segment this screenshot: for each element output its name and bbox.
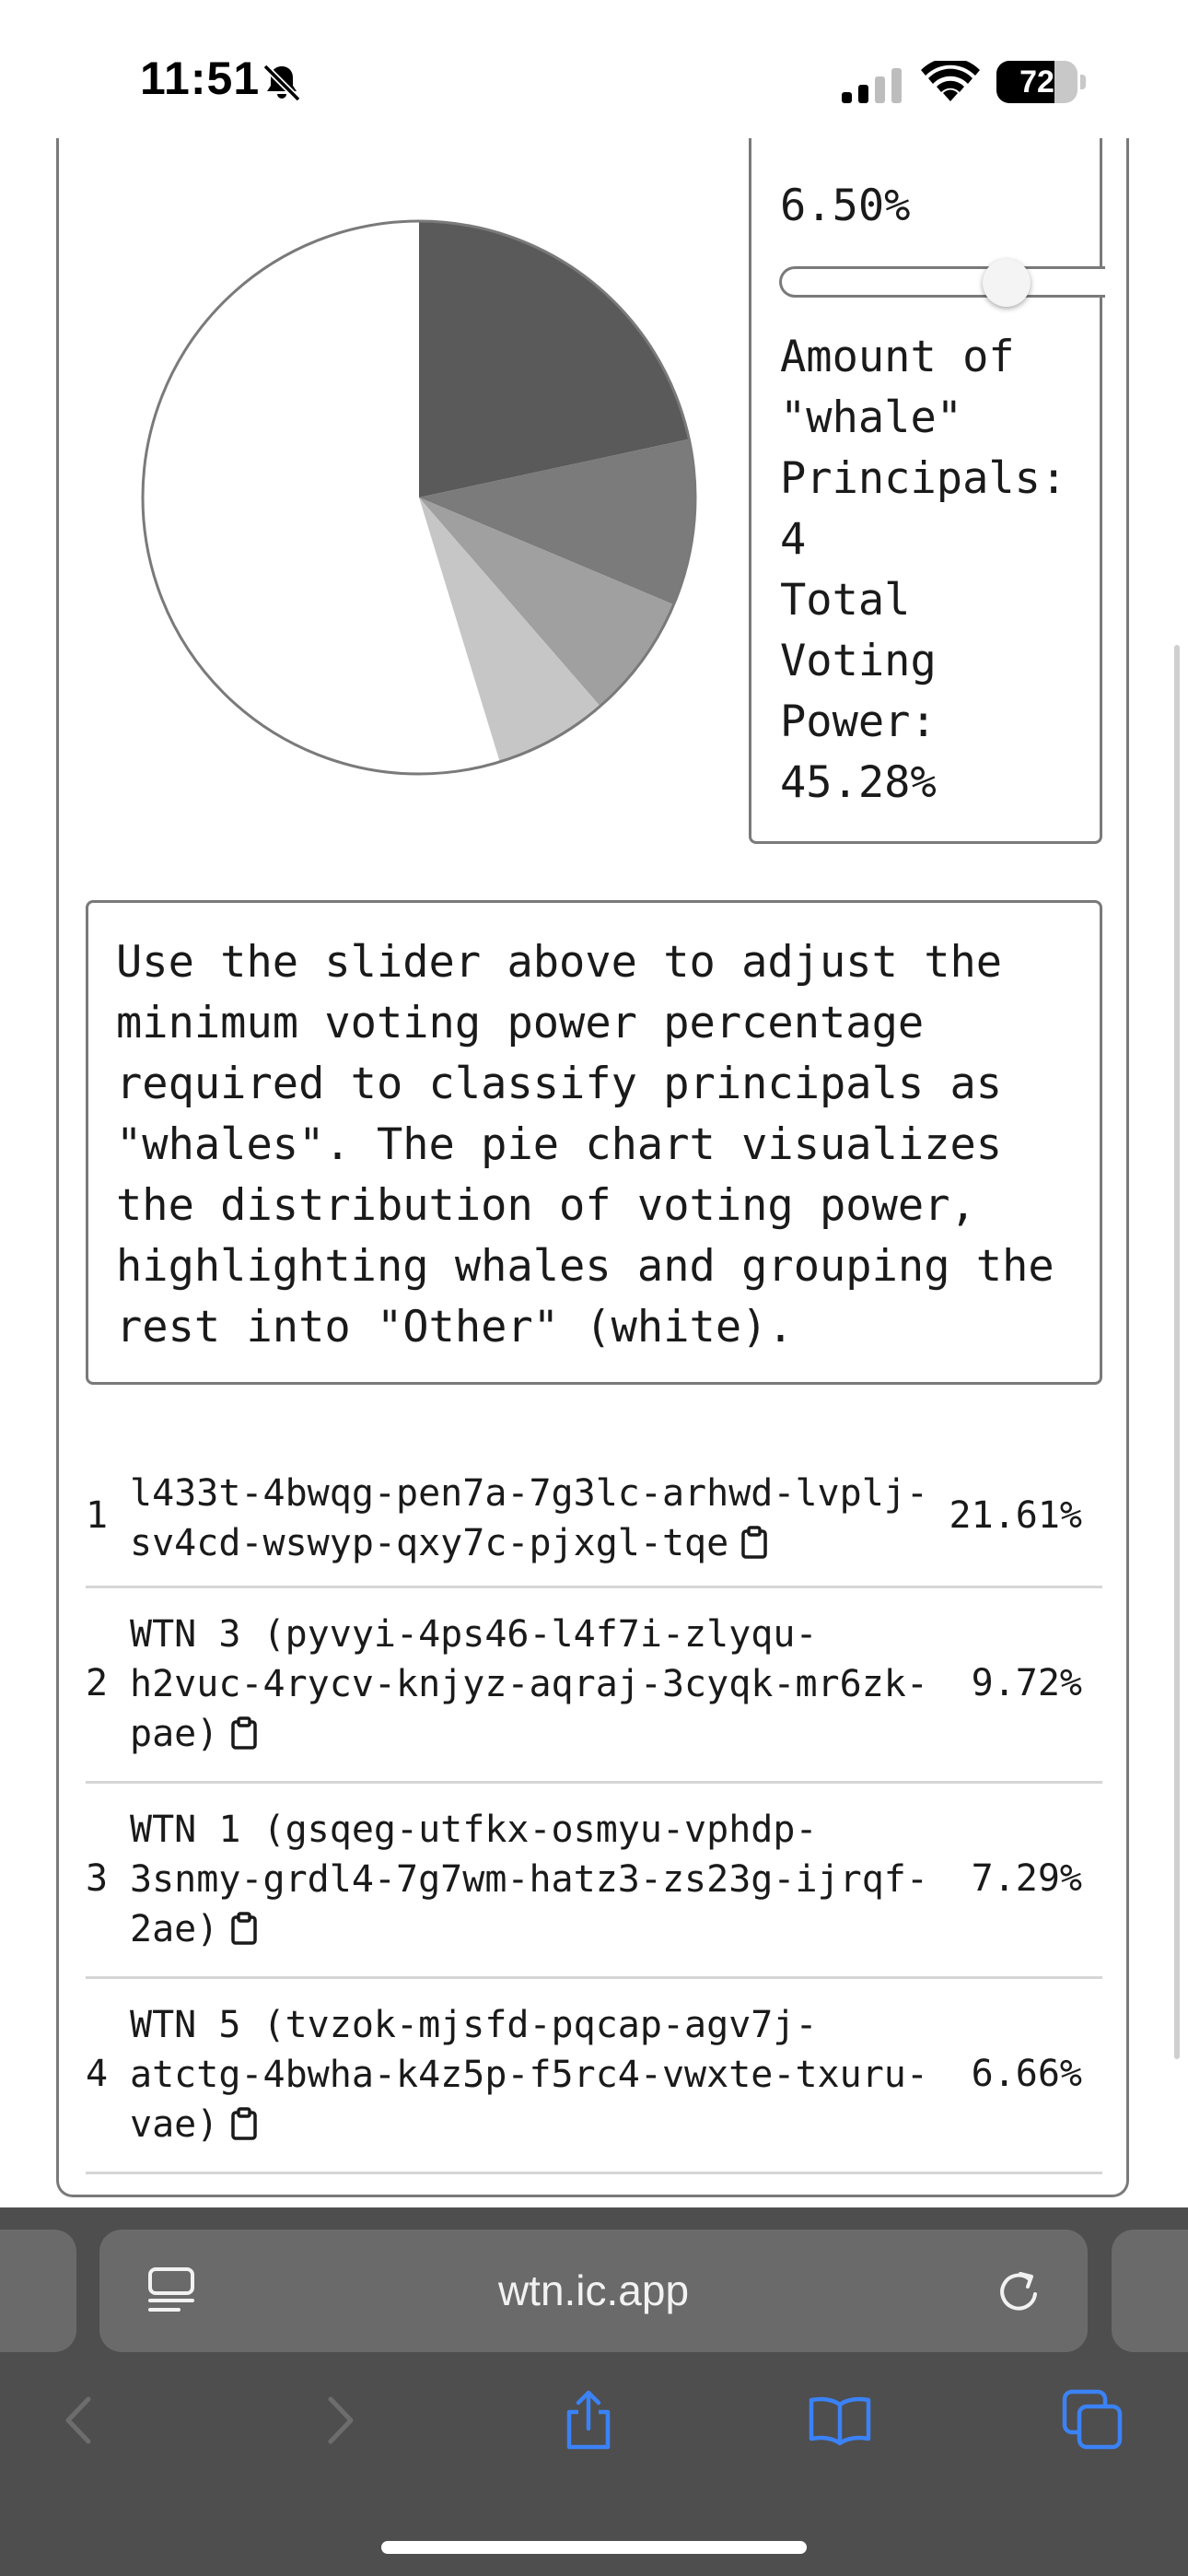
whale-percent: 6.66% — [971, 2053, 1082, 2095]
principal-id — [130, 2000, 986, 2149]
clipboard-icon[interactable] — [231, 1716, 257, 1750]
principal-id-line: 2ae) — [130, 1908, 219, 1950]
principal-id — [130, 1805, 986, 1954]
threshold-value: 6.50% — [780, 181, 911, 231]
whale-percent: 21.61% — [949, 1494, 1082, 1537]
stat-line: Power: — [780, 697, 937, 747]
status-time: 11:51 — [140, 53, 261, 104]
info-line: rest into "Other" (white). — [116, 1302, 794, 1352]
principal-id-line: WTN 1 (gsqeg-utfkx-osmyu-vphdp- — [130, 1809, 818, 1851]
clipboard-icon[interactable] — [741, 1526, 767, 1559]
info-line: required to classify principals as — [116, 1059, 1003, 1109]
threshold-slider[interactable] — [779, 266, 1105, 298]
whale-rank: 2 — [86, 1662, 109, 1704]
stat-line: "whale" — [780, 392, 963, 443]
whale-percent: 9.72% — [971, 1662, 1082, 1704]
book-icon[interactable] — [808, 2388, 872, 2453]
url-text[interactable]: wtn.ic.app — [497, 2266, 690, 2314]
wifi-icon — [921, 61, 980, 105]
whale-row-1 — [86, 1456, 1102, 1588]
threshold-slider-thumb[interactable] — [983, 259, 1031, 307]
chevron-left-icon[interactable] — [48, 2388, 112, 2453]
principal-id — [130, 1610, 986, 1759]
total-voting-power: 45.28% — [780, 757, 937, 808]
share-icon[interactable] — [556, 2388, 621, 2453]
chevron-right-icon[interactable] — [307, 2388, 371, 2453]
previous-tab-preview[interactable] — [0, 2230, 76, 2352]
whale-row-3 — [86, 1784, 1102, 1979]
address-bar[interactable] — [99, 2230, 1088, 2352]
principal-id-line: WTN 5 (tvzok-mjsfd-pqcap-agv7j- — [130, 2004, 818, 2046]
principal-id-line: pae) — [130, 1713, 219, 1755]
info-line: the distribution of voting power, — [116, 1180, 976, 1231]
tabs-icon[interactable] — [1061, 2388, 1125, 2453]
next-tab-preview[interactable] — [1112, 2230, 1188, 2352]
principal-id-line: h2vuc-4rycv-knjyz-aqraj-3cyqk-mr6zk- — [130, 1663, 928, 1705]
scroll-indicator[interactable] — [1174, 645, 1180, 2059]
whale-count: 4 — [780, 514, 807, 565]
principal-id-line: l433t-4bwqg-pen7a-7g3lc-arhwd-lvplj- — [130, 1472, 928, 1515]
reload-icon[interactable] — [995, 2266, 1044, 2316]
info-line: highlighting whales and grouping the — [116, 1241, 1054, 1292]
info-line: Use the slider above to adjust the — [116, 937, 1003, 988]
stat-line: Voting — [780, 636, 937, 686]
whale-row-4 — [86, 1979, 1102, 2174]
principal-id-line: WTN 3 (pyvyi-4ps46-l4f7i-zlyqu- — [130, 1613, 818, 1656]
status-bar — [0, 0, 1188, 157]
whale-percent: 7.29% — [971, 1857, 1082, 1900]
battery-indicator — [996, 61, 1085, 103]
info-text — [116, 932, 1092, 1358]
principal-id-line: 3snmy-grdl4-7g7wm-hatz3-zs23g-ijrqf- — [130, 1858, 928, 1901]
whale-rank: 1 — [86, 1494, 109, 1537]
info-line: minimum voting power percentage — [116, 998, 925, 1048]
bell-slash-icon — [260, 61, 304, 105]
principal-id — [130, 1469, 986, 1568]
stat-line: Principals: — [780, 453, 1067, 504]
whale-rank: 3 — [86, 1857, 109, 1900]
whale-row-2 — [86, 1588, 1102, 1784]
voting-power-pie-chart — [129, 207, 709, 788]
principal-id-line: sv4cd-wswyp-qxy7c-pjxgl-tqe — [130, 1522, 729, 1564]
info-line: "whales". The pie chart visualizes — [116, 1119, 1003, 1170]
stat-line: Amount of — [780, 332, 1015, 382]
cellular-signal-icon — [840, 66, 904, 103]
battery-percent: 72 — [1019, 64, 1054, 100]
home-indicator — [381, 2541, 807, 2554]
clipboard-icon[interactable] — [231, 2107, 257, 2140]
stat-line: Total — [780, 575, 911, 626]
principal-id-line: atctg-4bwha-k4z5p-f5rc4-vwxte-txuru- — [130, 2054, 928, 2096]
principal-id-line: vae) — [130, 2103, 219, 2146]
clipboard-icon[interactable] — [231, 1912, 257, 1945]
whale-stats-text — [780, 327, 1093, 814]
whale-rank: 4 — [86, 2053, 109, 2095]
